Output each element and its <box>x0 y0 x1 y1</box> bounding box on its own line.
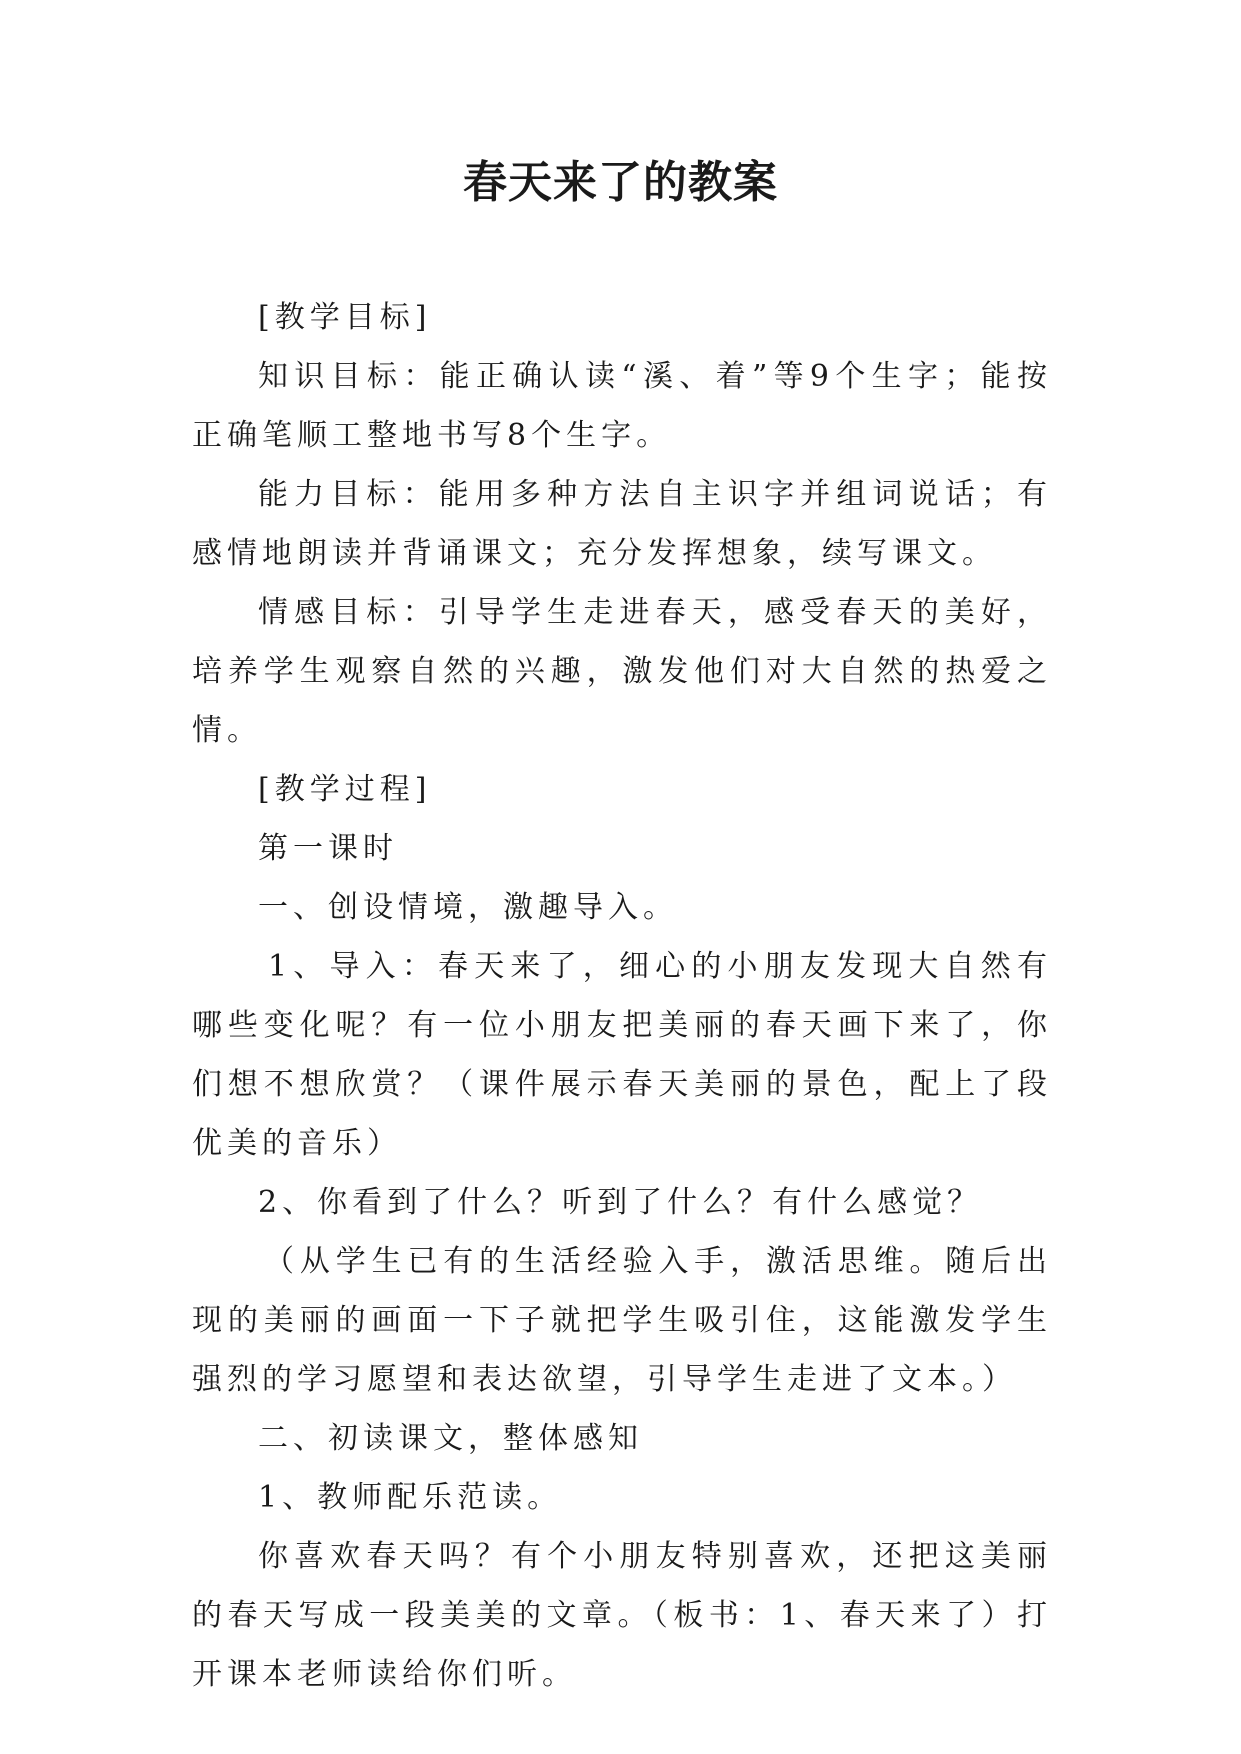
section-heading-process: [教学过程] <box>258 772 432 807</box>
paragraph-teaching-note: （从学生已有的生活经验入手，激活思维。随后出现的美丽的画面一下子就把学生吸引住，这能激发学生强烈的学习愿望和表达欲望，引导学生走进了文本。） <box>192 1244 1052 1397</box>
step-one-heading: 一、创设情境，激趣导入。 <box>258 890 678 925</box>
document-title: 春天来了的教案 <box>463 157 778 208</box>
paragraph-emotion-goal: 情感目标：引导学生走进春天，感受春天的美好，培养学生观察自然的兴趣，激发他们对大自然的热爱之情。 <box>192 595 1052 748</box>
paragraph-questions: 2、你看到了什么？听到了什么？有什么感觉？ <box>258 1185 983 1220</box>
document-body <box>192 288 1052 1704</box>
step-two-heading: 二、初读课文，整体感知 <box>258 1421 643 1456</box>
paragraph-do-you-like-spring: 你喜欢春天吗？有个小朋友特别喜欢，还把这美丽的春天写成一段美美的文章。（板书：1、春天来了）打开课本老师读给你们听。 <box>192 1539 1052 1692</box>
paragraph-knowledge-goal: 知识目标：能正确认读“溪、着”等9个生字；能按正确笔顺工整地书写8个生字。 <box>192 359 1052 453</box>
paragraph-ability-goal: 能力目标：能用多种方法自主识字并组词说话；有感情地朗读并背诵课文；充分发挥想象，续写课文。 <box>192 477 1052 571</box>
paragraph-introduction: 1、导入：春天来了，细心的小朋友发现大自然有哪些变化呢？有一位小朋友把美丽的春天画下来了，你们想不想欣赏？（课件展示春天美丽的景色，配上了段优美的音乐） <box>192 949 1052 1161</box>
paragraph-model-reading: 1、教师配乐范读。 <box>258 1480 563 1515</box>
lesson-period-heading: 第一课时 <box>258 831 398 866</box>
section-heading-objectives: [教学目标] <box>258 300 432 335</box>
